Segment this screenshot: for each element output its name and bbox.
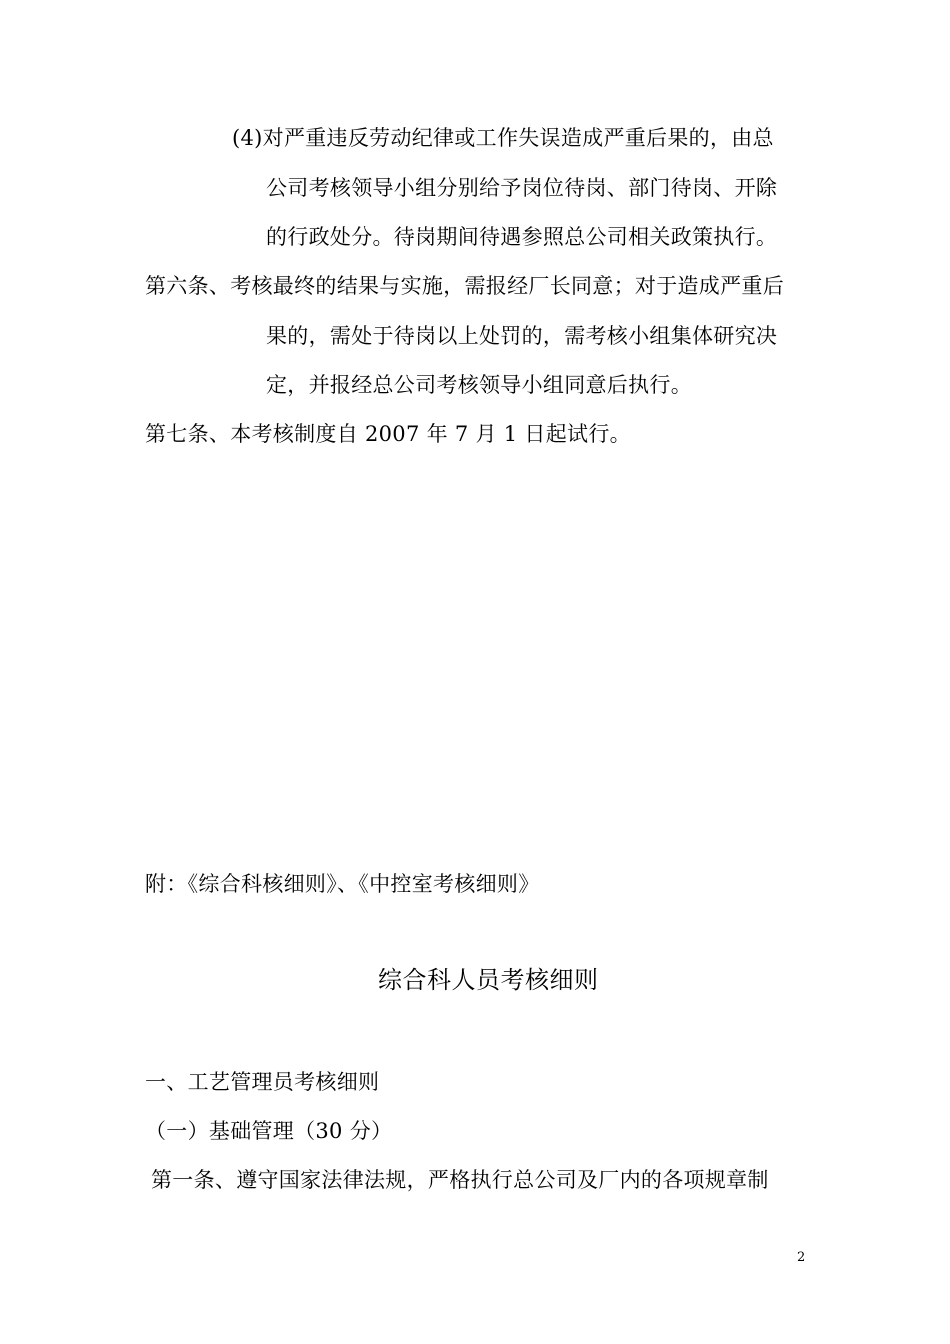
article-6-line-1: 第六条、考核最终的结果与实施，需报经厂长同意；对于造成严重后 — [145, 274, 784, 298]
item-4-line-2: 公司考核领导小组分别给予岗位待岗、部门待岗、开除 — [266, 176, 778, 200]
section-title: 综合科人员考核细则 — [378, 966, 599, 994]
item-4-line-1: (4)对严重违反劳动纪律或工作失误造成严重后果的，由总 — [232, 126, 774, 150]
article-1-line-1: 第一条、遵守国家法律法规，严格执行总公司及厂内的各项规章制 — [151, 1168, 769, 1192]
item-4-line-3: 的行政处分。待岗期间待遇参照总公司相关政策执行。 — [266, 225, 778, 249]
article-7: 第七条、本考核制度自 2007 年 7 月 1 日起试行。 — [145, 422, 631, 446]
attachment-note: 附：《综合科核细则》、《中控室考核细则》 — [145, 872, 540, 896]
article-6-line-2: 果的，需处于待岗以上处罚的，需考核小组集体研究决 — [266, 324, 778, 348]
heading-level-1: 一、工艺管理员考核细则 — [145, 1070, 380, 1094]
page-number: 2 — [797, 1250, 806, 1265]
article-6-line-3: 定，并报经总公司考核领导小组同意后执行。 — [266, 373, 692, 397]
heading-level-2: （一）基础管理（30 分） — [145, 1119, 393, 1143]
